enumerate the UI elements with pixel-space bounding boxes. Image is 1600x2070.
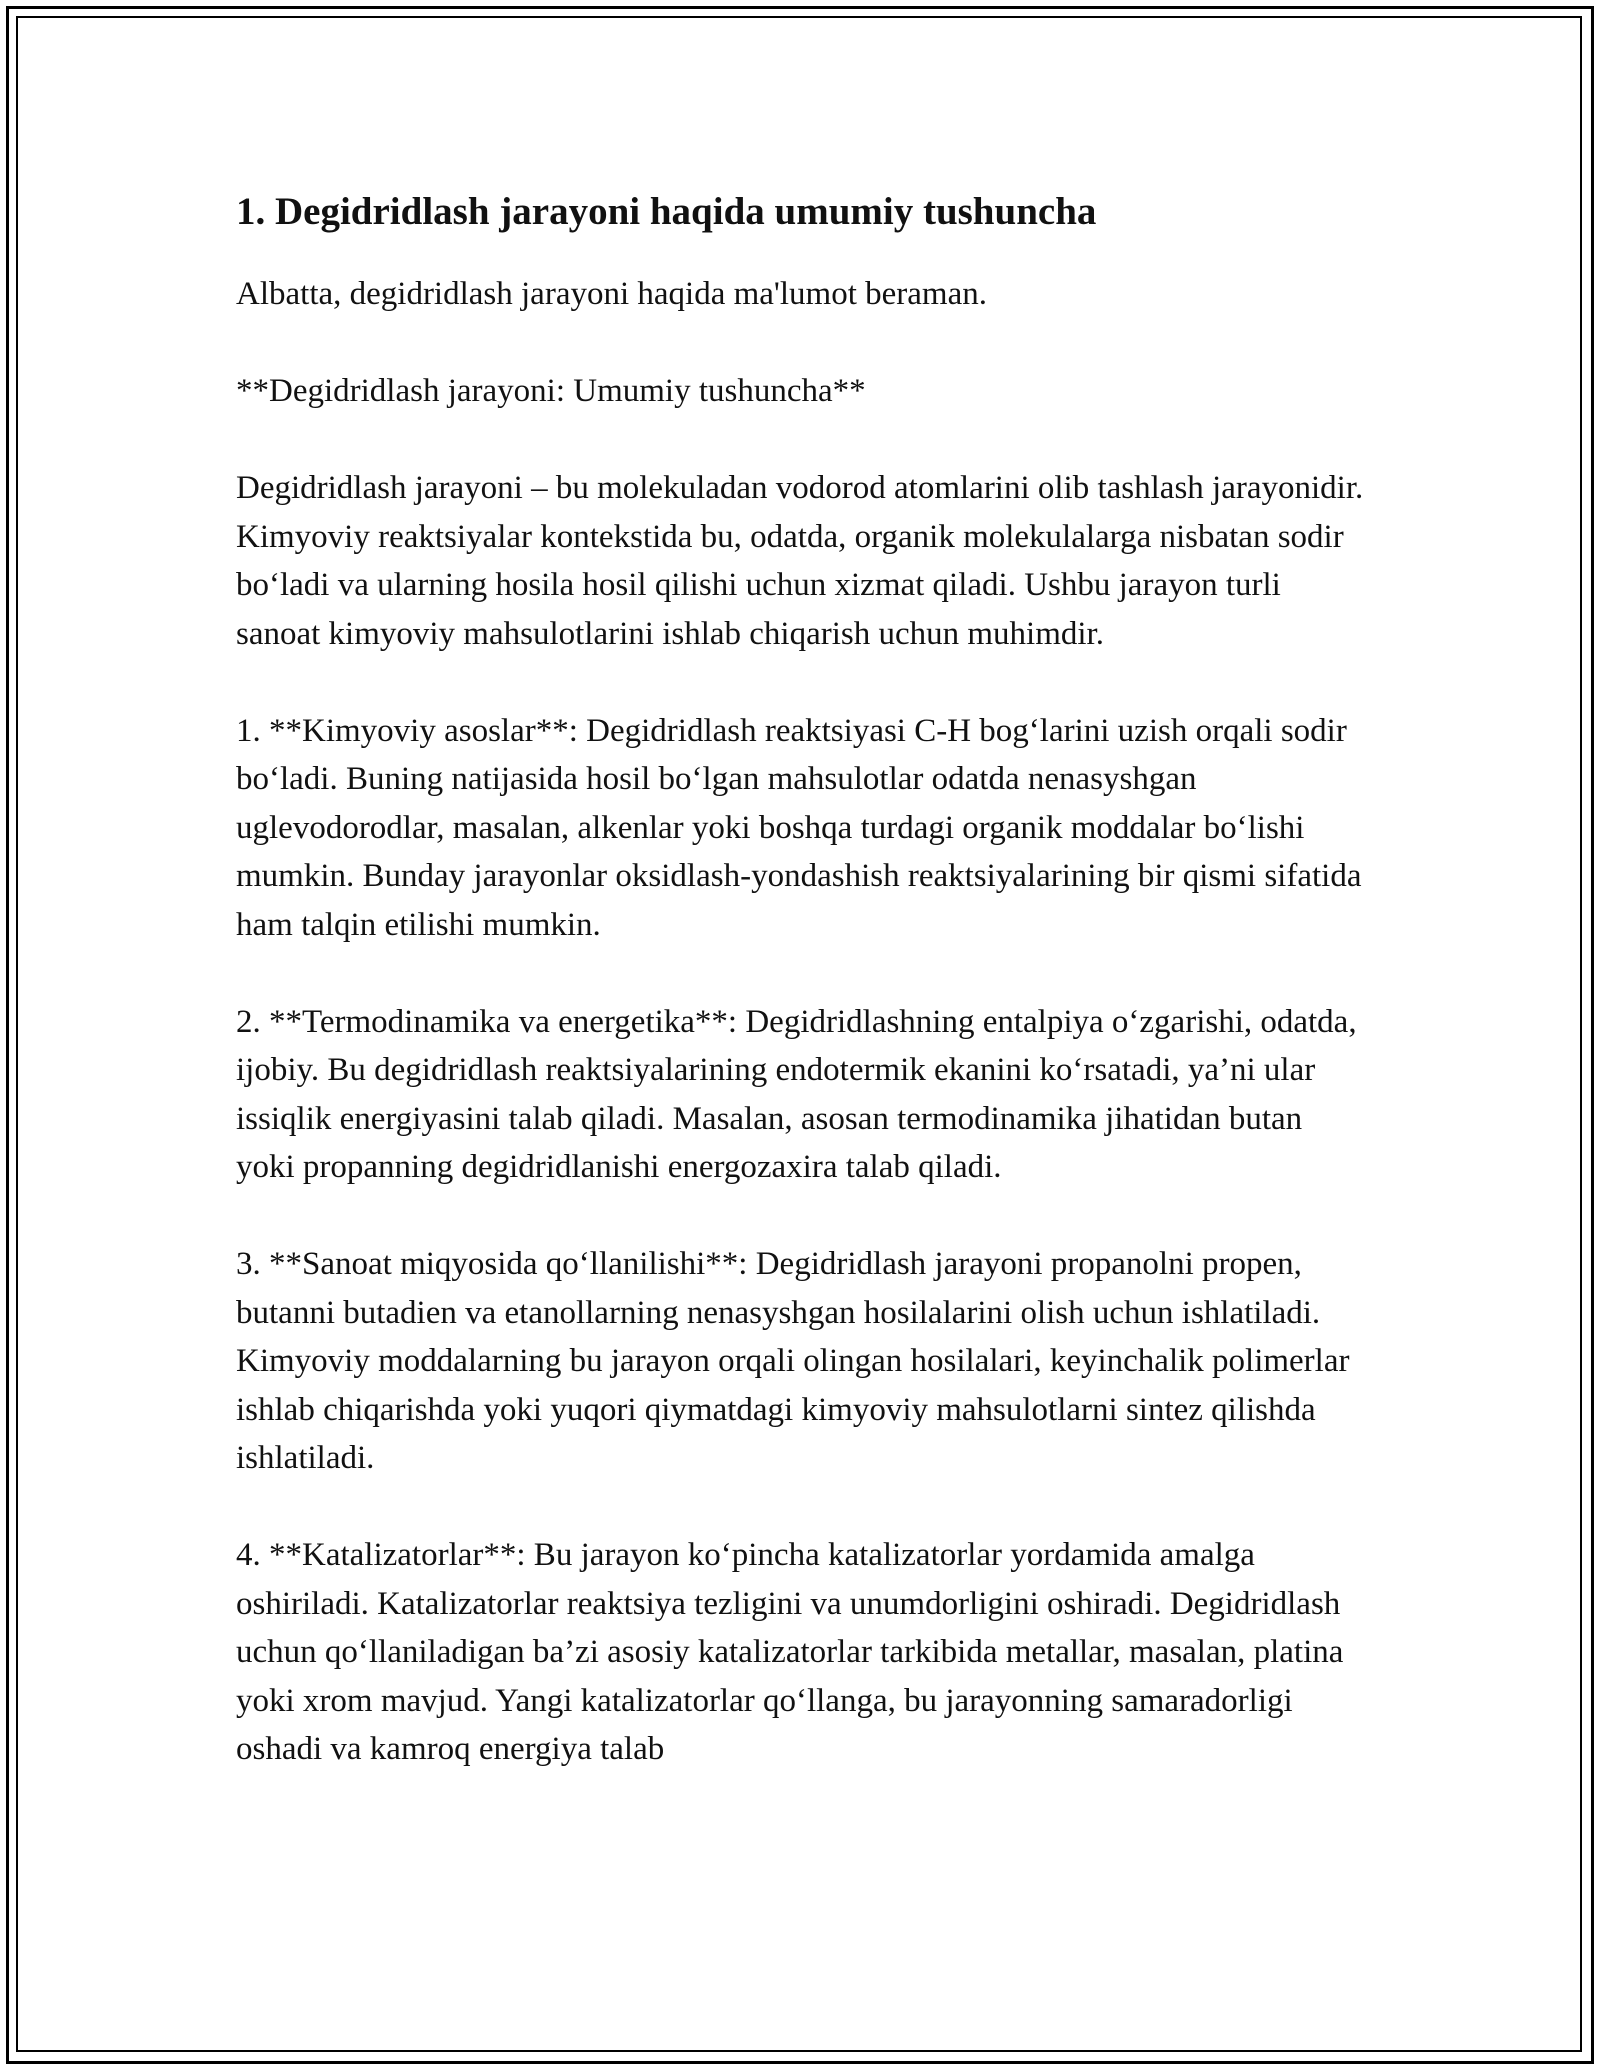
list-item-thermodynamics: 2. **Termodinamika va energetika**: Degidridlashning entalpiya o‘zgarishi, odatda, ijobiy. Bu degidridlash reaktsiyalarining endotermik ekanini ko‘rsatadi, ya’ni ular issiqlik energiyasini talab qiladi. Masalan, asosan termodinamika jihatidan butan yoki propanning degidridlanishi energozaxira talab qiladi. — [236, 1003, 1357, 1185]
intro-paragraph: Albatta, degidridlash jarayoni haqida ma'lumot beraman. — [236, 276, 987, 312]
document-title: 1. Degidridlash jarayoni haqida umumiy tushuncha — [236, 190, 1097, 233]
list-item-chemical-basis: 1. **Kimyoviy asoslar**: Degidridlash reaktsiyasi C-H bog‘larini uzish orqali sodir bo‘ladi. Buning natijasida hosil bo‘lgan mahsulotlar odatda nenasyshgan uglevodorodlar, masalan, alkenlar yoki boshqa turdagi organik moddalar bo‘lishi mumkin. Bunday jarayonlar oksidlash-yondashish reaktsiyalarining bir qismi sifatida ham talqin etilishi mumkin. — [236, 712, 1362, 943]
definition-paragraph: Degidridlash jarayoni – bu molekuladan vodorod atomlarini olib tashlash jarayonidir. Kimyoviy reaktsiyalar kontekstida bu, odatda, organik molekulalarga nisbatan sodir bo‘ladi va ularning hosila hosil qilishi uchun xizmat qiladi. Ushbu jarayon turli sanoat kimyoviy mahsulotlarini ishlab chiqarish uchun muhimdir. — [236, 470, 1364, 652]
list-item-catalysts: 4. **Katalizatorlar**: Bu jarayon ko‘pincha katalizatorlar yordamida amalga oshiriladi. Katalizatorlar reaktsiya tezligini va unumdorligini oshiradi. Degidridlash uchun qo‘llaniladigan ba’zi asosiy katalizatorlar tarkibida metallar, masalan, platina yoki xrom mavjud. Yangi katalizatorlar qo‘llanga, bu jarayonning samaradorligi oshadi va kamroq energiya talab — [236, 1537, 1344, 1767]
section-heading-paragraph: **Degidridlash jarayoni: Umumiy tushuncha** — [236, 373, 866, 409]
list-item-industrial-use: 3. **Sanoat miqyosida qo‘llanilishi**: Degidridlash jarayoni propanolni propen, butanni butadien va etanollarning nenasyshgan hosilalarini olish uchun ishlatiladi. Kimyoviy moddalarning bu jarayon orqali olingan hosilalari, keyinchalik polimerlar ishlab chiqarishda yoki yuqori qiymatdagi kimyoviy mahsulotlarni sintez qilishda ishlatiladi. — [236, 1246, 1350, 1476]
document-body — [236, 186, 1366, 1774]
